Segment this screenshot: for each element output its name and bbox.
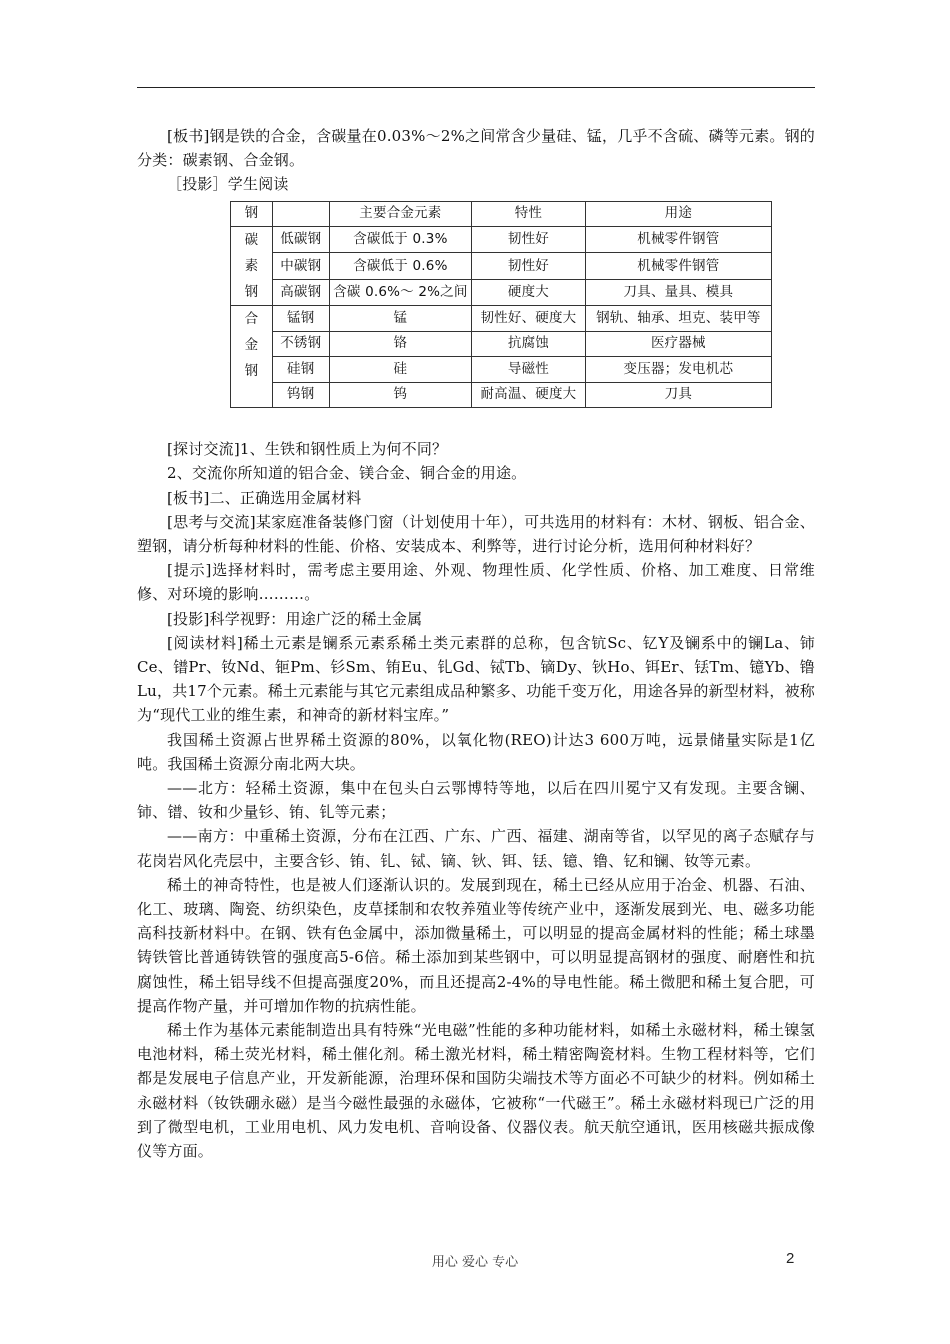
- header-rule: [137, 87, 815, 88]
- table-cell: 韧性好: [472, 253, 586, 279]
- paragraph: [板书]钢是铁的合金，含碳量在0.03%～2%之间常含少量硅、锰，几乎不含硫、磷等元素。钢的分类：碳素钢、合金钢。: [137, 127, 815, 170]
- table-row: [231, 279, 772, 305]
- paragraph: [探讨交流]1、生铁和钢性质上为何不同？: [167, 440, 448, 459]
- spacer: [137, 408, 815, 437]
- table-cell: 含碳低于 0.3%: [329, 227, 471, 253]
- group-label-carbon-steel: 碳 素 钢: [231, 227, 273, 306]
- table-cell: 低碳钢: [272, 227, 329, 253]
- table-cell: 铬: [329, 331, 471, 357]
- paragraph: ［投影］学生阅读: [167, 175, 289, 194]
- group-label-alloy-steel: 合 金 钢: [231, 306, 273, 408]
- table-cell: 耐高温、硬度大: [472, 382, 586, 408]
- paragraph: [提示]选择材料时，需考虑主要用途、外观、物理性质、化学性质、价格、加工难度、日常维修、对环境的影响………。: [137, 561, 815, 604]
- paragraph: 稀土作为基体元素能制造出具有特殊“光电磁”性能的多种功能材料，如稀土永磁材料，稀土镍氢电池材料，稀土荧光材料，稀土催化剂。稀土激光材料，稀土精密陶瓷材料。生物工程材料等，它们都是发展电子信息产业，开发新能源，治理环保和国防尖端技术等方面必不可缺少的材料。例如稀土永磁材料（钕铁硼永磁）是当今磁性最强的永磁体，它被称“一代磁王”。稀土永磁材料现已广泛的用到了微型电机，工业用电机、风力发电机、音响设备、仪器仪表。航天航空通讯，医用核磁共振成像仪等方面。: [137, 1020, 815, 1160]
- table-cell: 刀具、量具、模具: [585, 279, 771, 305]
- paragraph: 2、交流你所知道的铝合金、镁合金、铜合金的用途。: [167, 464, 527, 483]
- header-cell: 主要合金元素: [329, 201, 471, 227]
- table-cell: 韧性好、硬度大: [472, 306, 586, 332]
- header-cell: 用途: [585, 201, 771, 227]
- table-cell: 医疗器械: [585, 331, 771, 357]
- header-cell: 钢: [231, 201, 273, 227]
- table-cell: 韧性好: [472, 227, 586, 253]
- document-body: [137, 124, 815, 1163]
- table-cell: 硬度大: [472, 279, 586, 305]
- table-row: [231, 227, 772, 253]
- table-cell: 机械零件钢管: [585, 253, 771, 279]
- paragraph: [投影]科学视野：用途广泛的稀土金属: [167, 609, 423, 628]
- table-row: [231, 253, 772, 279]
- table-cell: 刀具: [585, 382, 771, 408]
- table-cell: 锰: [329, 306, 471, 332]
- steel-table-wrap: [230, 201, 772, 409]
- table-row: [231, 357, 772, 383]
- paragraph: ——北方：轻稀土资源，集中在包头白云鄂博特等地，以后在四川冕宁又有发现。主要含镧、铈、镨、钕和少量钐、铕、钆等元素；: [137, 778, 815, 822]
- table-cell: 导磁性: [472, 357, 586, 383]
- table-cell: 硅钢: [272, 357, 329, 383]
- steel-classification-table: [230, 201, 772, 409]
- table-cell: 抗腐蚀: [472, 331, 586, 357]
- table-cell: 锰钢: [272, 306, 329, 332]
- table-row: [231, 382, 772, 408]
- header-cell: 特性: [472, 201, 586, 227]
- table-cell: 中碳钢: [272, 253, 329, 279]
- table-cell: 高碳钢: [272, 279, 329, 305]
- footer-motto: 用心 爱心 专心: [431, 1255, 519, 1270]
- table-cell: 含碳低于 0.6%: [329, 253, 471, 279]
- paragraph: [思考与交流]某家庭准备装修门窗（计划使用十年），可共选用的材料有：木材、钢板、铝合金、塑钢，请分析每种材料的性能、价格、安装成本、利弊等，进行讨论分析，选用何种材料好？: [137, 512, 815, 555]
- table-cell: 变压器；发电机芯: [585, 357, 771, 383]
- table-cell: 机械零件钢管: [585, 227, 771, 253]
- table-row: [231, 306, 772, 332]
- table-cell: 不锈钢: [272, 331, 329, 357]
- table-cell: 钨: [329, 382, 471, 408]
- table-row: [231, 331, 772, 357]
- paragraph: ——南方：中重稀土资源，分布在江西、广东、广西、福建、湖南等省，以罕见的离子态赋存与花岗岩风化壳层中，主要含钐、铕、钆、铽、镝、钬、铒、铥、镱、镥、钇和镧、钕等元素。: [137, 827, 815, 870]
- table-cell: 硅: [329, 357, 471, 383]
- paragraph: [阅读材料]稀土元素是镧系元素系稀土类元素群的总称，包含钪Sc、钇Y及镧系中的镧La、铈Ce、镨Pr、钕Nd、钷Pm、钐Sm、铕Eu、钆Gd、铽Tb、镝Dy、钬Ho、铒Er、铥Tm、镱Yb、镥Lu，共17个元素。稀土元素能与其它元素组成品种繁多、功能千变万化，用途各异的新型材料，被称为“现代工业的维生素，和神奇的新材料宝库。”: [137, 633, 815, 725]
- table-cell: 含碳 0.6%～ 2%之间: [329, 279, 471, 305]
- table-header-row: [231, 201, 772, 227]
- paragraph: [板书]二、正确选用金属材料: [167, 488, 362, 507]
- paragraph: 我国稀土资源占世界稀土资源的80%，以氧化物(REO)计达3 600万吨，远景储量实际是1亿吨。我国稀土资源分南北两大块。: [137, 730, 815, 773]
- page-number: 2: [786, 1250, 795, 1267]
- table-cell: 钨钢: [272, 382, 329, 408]
- table-cell: 钢轨、轴承、坦克、装甲等: [585, 306, 771, 332]
- header-cell: [272, 201, 329, 227]
- paragraph: 稀土的神奇特性，也是被人们逐渐认识的。发展到现在，稀土已经从应用于冶金、机器、石油、化工、玻璃、陶瓷、纺织染色，皮草揉制和农牧养殖业等传统产业中，逐渐发展到光、电、磁多功能高科技新材料中。在钢、铁有色金属中，添加微量稀土，可以明显的提高金属材料的性能；稀土球墨铸铁管比普通铸铁管的强度高5-6倍。稀土添加到某些钢中，可以明显提高钢材的强度、耐磨性和抗腐蚀性，稀土铝导线不但提高强度20%，而且还提高2-4%的导电性能。稀土微肥和稀土复合肥，可提高作物产量，并可增加作物的抗病性能。: [137, 875, 815, 1015]
